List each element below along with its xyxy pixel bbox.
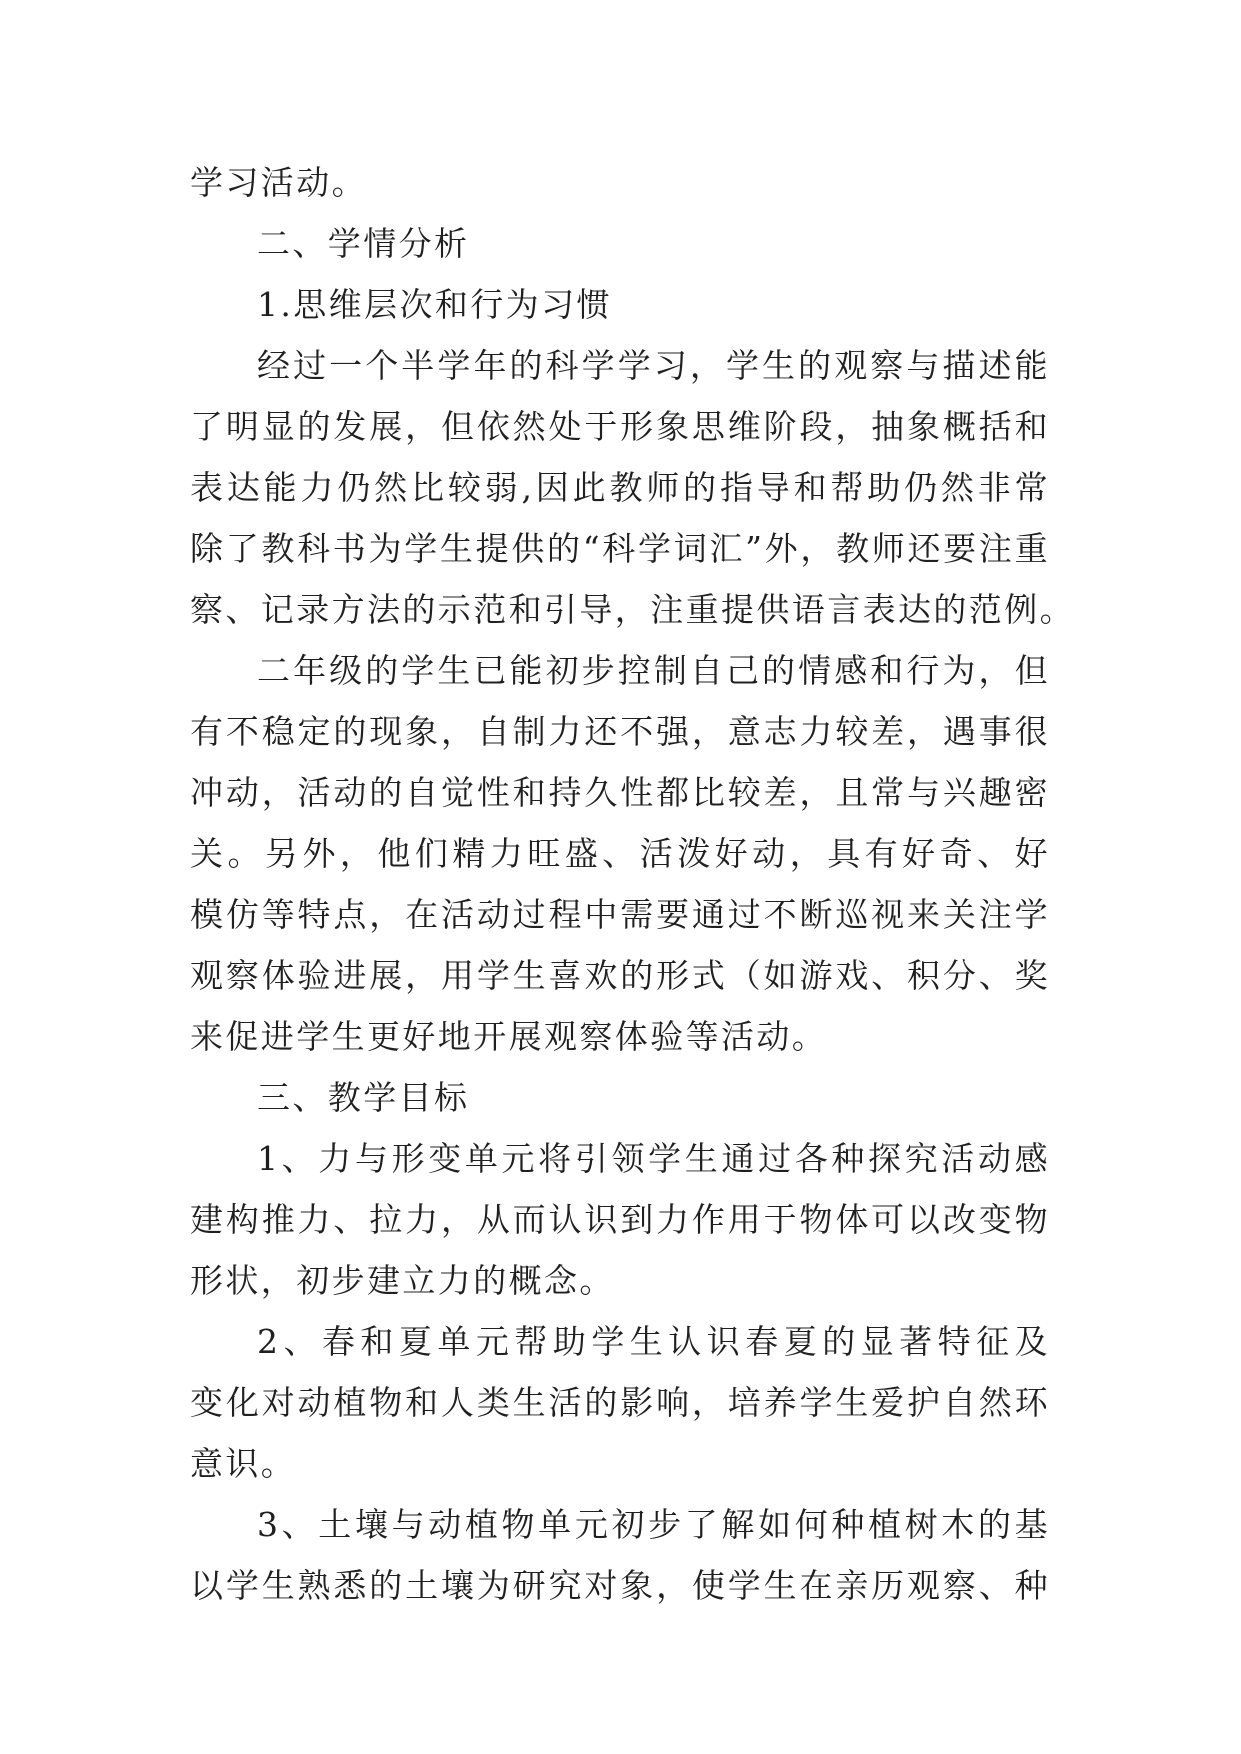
text-line: 冲动，活动的自觉性和持久性都比较差，且常与兴趣密 <box>190 773 1050 812</box>
text-line: 学习活动。 <box>190 163 367 202</box>
text-line: 1、力与形变单元将引领学生通过各种探究活动感 <box>257 1139 1050 1178</box>
text-line: 有不稳定的现象，自制力还不强，意志力较差，遇事很 <box>190 712 1050 751</box>
text-line: 形状，初步建立力的概念。 <box>190 1261 615 1300</box>
text-line: 观察体验进展，用学生喜欢的形式（如游戏、积分、奖 <box>190 956 1050 995</box>
text-line: 以学生熟悉的土壤为研究对象，使学生在亲历观察、种 <box>190 1566 1050 1605</box>
text-line: 了明显的发展，但依然处于形象思维阶段，抽象概括和 <box>190 407 1050 446</box>
text-line: 二、学情分析 <box>257 224 470 263</box>
text-line: 关。另外，他们精力旺盛、活泼好动，具有好奇、好 <box>190 834 1050 873</box>
text-line: 三、教学目标 <box>257 1078 470 1117</box>
text-line: 1.思维层次和行为习惯 <box>257 285 612 324</box>
text-line: 3、土壤与动植物单元初步了解如何种植树木的基 <box>257 1505 1050 1544</box>
text-line: 二年级的学生已能初步控制自己的情感和行为，但 <box>257 651 1050 690</box>
text-line: 变化对动植物和人类生活的影响，培养学生爱护自然环 <box>190 1383 1050 1422</box>
text-line: 经过一个半学年的科学学习，学生的观察与描述能 <box>257 346 1050 385</box>
text-line: 2、春和夏单元帮助学生认识春夏的显著特征及 <box>257 1322 1050 1361</box>
text-line: 来促进学生更好地开展观察体验等活动。 <box>190 1017 828 1056</box>
text-line: 建构推力、拉力，从而认识到力作用于物体可以改变物 <box>190 1200 1050 1239</box>
text-line: 察、记录方法的示范和引导，注重提供语言表达的范例。 <box>190 590 1075 629</box>
text-line: 模仿等特点，在活动过程中需要通过不断巡视来关注学 <box>190 895 1050 934</box>
text-line: 表达能力仍然比较弱,因此教师的指导和帮助仍然非常 <box>190 468 1050 507</box>
document-body <box>190 152 1075 1616</box>
text-line: 除了教科书为学生提供的“科学词汇”外，教师还要注重 <box>190 529 1050 568</box>
text-line: 意识。 <box>190 1444 297 1483</box>
